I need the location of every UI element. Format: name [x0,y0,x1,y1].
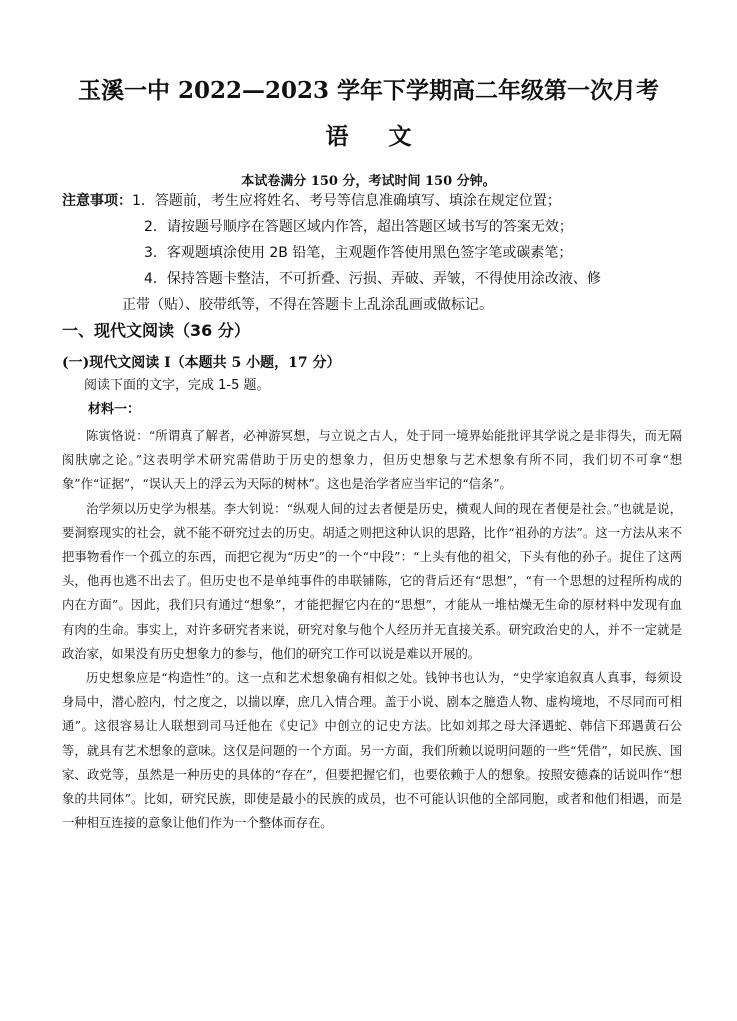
paragraph: 治学须以历史学为根基。李大钊说：“纵观人间的过去者便是历史，横观人间的现在者便是社会。”也就是说，要洞察现实的社会，就不能不研究过去的历史。胡适之则把这种认识的思路，比作“祖孙的方法”。这一方法从来不把事物看作一个孤立的东西，而把它视为“历史”的一个“中段”：“上头有他的祖父，下头有他的孙子。捉住了这两头，他再也逃不出去了。但历史也不是单纯事件的串联铺陈，它的背后还有“思想”，“有一个思想的过程所构成的内在方面”。因此，我们只有通过“想象”，才能把握它内在的“思想”，才能从一堆枯燥无生命的原材料中发现有血有肉的生命。事实上，对许多研究者来说，研究对象与他个人经历并无直接关系。研究政治史的人，并不一定就是政治家，如果没有历史想象力的参与，他们的研究工作可以说是难以开展的。 [62,501,682,661]
note-item-1 [62,188,682,214]
note-item-4: 4．保持答题卡整洁，不可折叠、污损、弄破、弄皱，不得使用涂改液、修 [144,271,601,287]
score-time-line: 本试卷满分 150 分，考试时间 150 分钟。 [241,174,496,189]
material-label: 材料一： [88,402,141,417]
passage-body [62,424,682,835]
paragraph: 历史想象应是“构造性”的。这一点和艺术想象确有相似之处。钱钟书也认为，“史学家追叙真人真事，每须设身局中，潜心腔内，忖之度之，以揣以摩，庶几入情合理。盖于小说、剧本之臆造人物、虚构境地，不尽同而可相通”。这很容易让人联想到司马迁他在《史记》中创立的记史方法。比如刘邦之母大泽遇蛇、韩信下邳遇黄石公等，就具有艺术想象的意味。这仅是问题的一个方面。另一方面，我们所赖以说明问题的一些“凭借”，如民族、国家、政党等，虽然是一种历史的具体的“存在”，但要把握它们，也要依赖于人的想象。按照安德森的话说叫作“想象的共同体”。比如，研究民族，即使是最小的民族的成员，也不可能认识他的全部同胞，或者和他们相遇，而是一种相互连接的意象让他们作为一个整体而存在。 [62,671,682,831]
subsection-heading: (一)现代文阅读 I（本题共 5 小题，17 分） [62,355,341,371]
note-item-2: 2．请按题号顺序在答题区域内作答，超出答题区域书写的答案无效； [144,219,573,235]
reading-instruction: 阅读下面的文字，完成 1-5 题。 [84,378,270,393]
notes-block [62,188,682,318]
note-text: 1．答题前，考生应将姓名、考号等信息准确填写、填涂在规定位置； [132,193,561,209]
note-item-4-cont: 正带（贴）、胶带纸等，不得在答题卡上乱涂乱画或做标记。 [122,297,493,313]
section-heading: 一、现代文阅读（36 分） [62,321,250,340]
note-item-3: 3．客观题填涂使用 2B 铅笔，主观题作答使用黑色签字笔或碳素笔； [144,245,573,261]
subject-title: 语文 [325,123,452,150]
exam-title: 玉溪一中 2022—2023 学年下学期高二年级第一次月考 [77,77,660,104]
notes-label: 注意事项： [62,193,132,209]
paragraph: 陈寅恪说：“所谓真了解者，必神游冥想，与立说之古人，处于同一境界始能批评其学说之是非得失，而无隔阂肤廓之论。”这表明学术研究需借助于历史的想象力，但历史想象与艺术想象有所不同，我们切不可拿“想象”作“证据”，“误认天上的浮云为天际的树林”。这也是治学者应当牢记的“信条”。 [62,429,682,492]
